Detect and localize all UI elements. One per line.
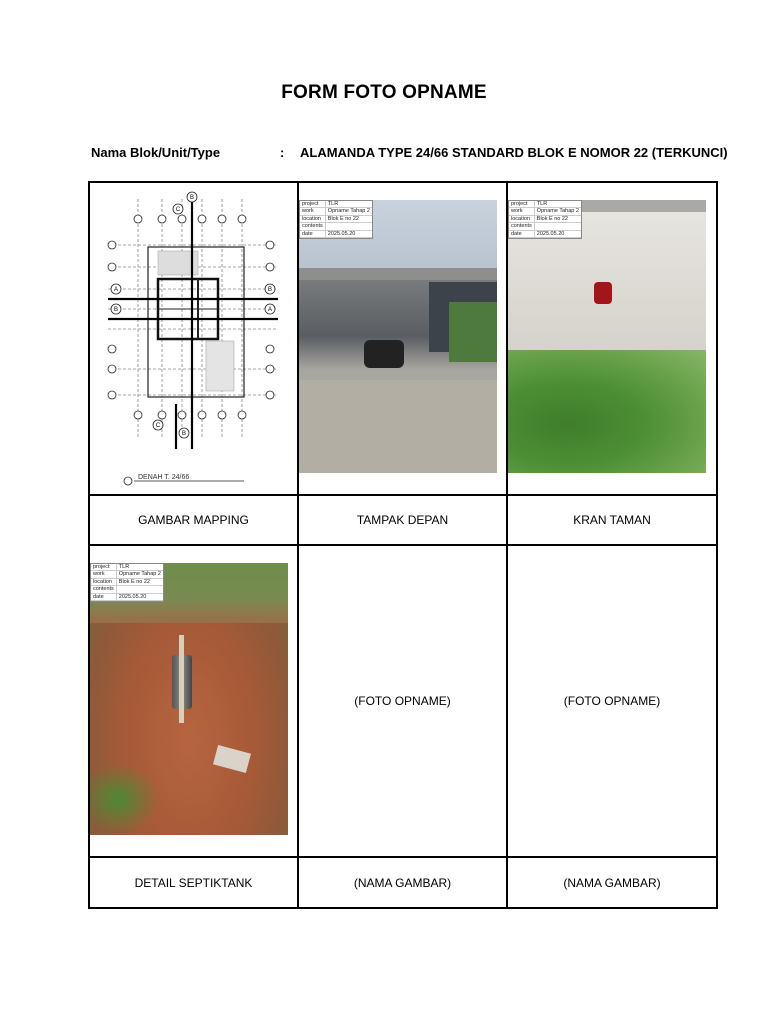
photo-stamp [508,200,582,239]
stamp-value: 2025.05.20 [325,230,372,237]
front-view-image-cell [299,183,508,496]
axis-label: A [113,287,119,293]
stamp-key: contents [91,586,116,593]
photo-stamp [299,200,373,239]
photo-placeholder-cell-2 [508,546,716,858]
name-placeholder-cell-1 [299,858,508,907]
photo-placeholder-cell-1 [299,546,508,858]
name-placeholder: (NAMA GAMBAR) [563,875,661,890]
front-view-caption: TAMPAK DEPAN [356,513,449,527]
garden-tap-photo [508,200,706,473]
photo-placeholder: (FOTO OPNAME) [563,694,661,708]
axis-label: C [175,207,181,213]
mapping-image-cell [90,183,299,496]
axis-label: B [267,287,273,293]
stamp-key: date [91,593,116,600]
page-title: FORM FOTO OPNAME [281,82,487,103]
stamp-value: 2025.05.20 [534,230,581,237]
mapping-caption-cell [90,496,299,546]
name-placeholder-cell-2 [508,858,716,907]
floorplan-label: DENAH T. 24/66 [138,474,190,481]
front-view-caption-cell [299,496,508,546]
garden-tap-caption: KRAN TAMAN [573,513,651,527]
stamp-value [325,223,372,230]
septic-caption-cell [90,858,299,907]
mapping-caption: GAMBAR MAPPING [138,513,249,527]
unit-colon: : [280,145,285,160]
axis-label: B [113,307,119,313]
stamp-value [116,586,163,593]
stamp-key: location [509,215,534,222]
stamp-key: work [300,208,325,215]
stamp-value [534,223,581,230]
stamp-value: 2025.05.20 [116,593,163,600]
garden-tap-image-cell [508,183,716,496]
photo-stamp [90,563,164,602]
stamp-key: project [509,201,534,208]
axis-label: A [267,307,273,313]
stamp-value: TLR [116,564,163,571]
stamp-key: location [91,578,116,585]
name-placeholder: (NAMA GAMBAR) [353,875,452,890]
stamp-key: project [300,201,325,208]
septic-image-cell [90,546,299,858]
stamp-key: location [300,215,325,222]
unit-value: ALAMANDA TYPE 24/66 STANDARD BLOK E NOMOR 22 (TERKUNCI) [300,145,728,160]
photo-placeholder: (FOTO OPNAME) [354,694,451,708]
floorplan-drawing [98,189,288,489]
garden-tap-caption-cell [508,496,716,546]
stamp-key: contents [300,223,325,230]
stamp-value: Blok E no 22 [116,578,163,585]
stamp-value: Opname Tahap 2 [325,208,372,215]
stamp-key: work [509,208,534,215]
stamp-value: TLR [325,201,372,208]
photo-grid [88,181,718,909]
septic-photo [90,563,288,835]
stamp-value: Opname Tahap 2 [534,208,581,215]
stamp-value: Opname Tahap 2 [116,571,163,578]
axis-label: B [189,195,195,201]
front-view-photo [299,200,497,473]
septic-caption: DETAIL SEPTIKTANK [134,875,253,890]
unit-label: Nama Blok/Unit/Type [91,145,221,160]
stamp-key: date [509,230,534,237]
stamp-value: Blok E no 22 [534,215,581,222]
stamp-value: TLR [534,201,581,208]
stamp-key: date [300,230,325,237]
axis-label: B [181,431,187,437]
stamp-key: work [91,571,116,578]
stamp-value: Blok E no 22 [325,215,372,222]
axis-label: C [155,423,161,429]
stamp-key: contents [509,223,534,230]
stamp-key: project [91,564,116,571]
